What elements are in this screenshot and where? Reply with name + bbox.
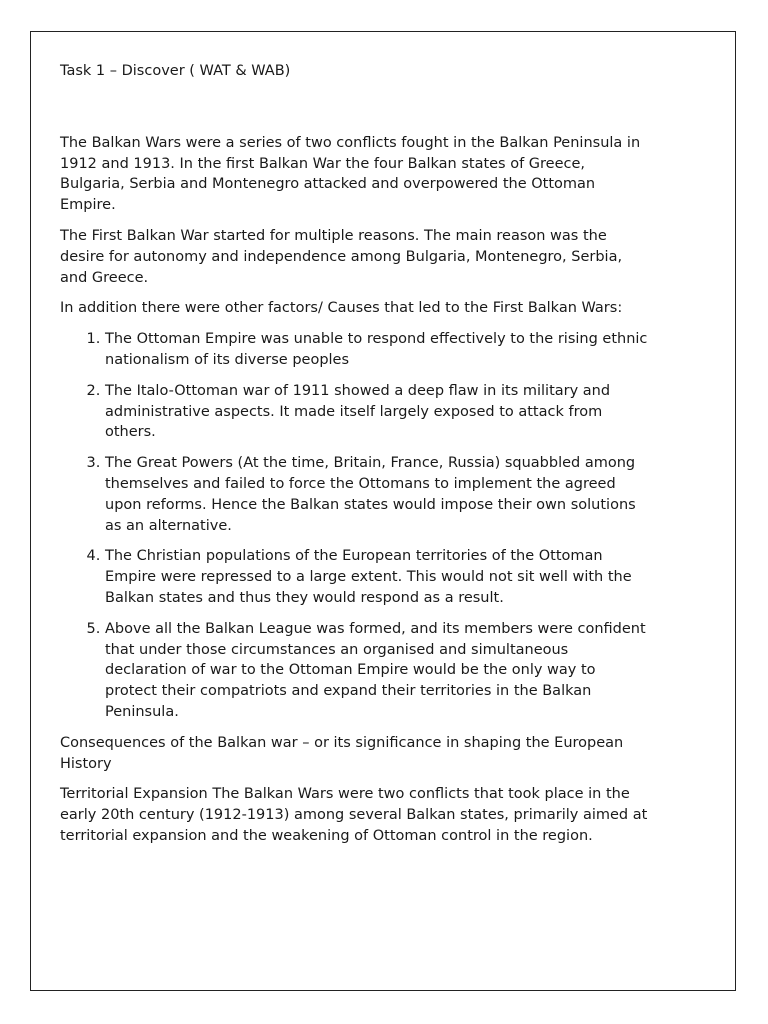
- territorial-expansion-paragraph: Territorial Expansion The Balkan Wars were two conflicts that took place in the early 20th century (1912-1913) among several Balkan states, primarily aimed at territorial expansion and the weakening of Ottoman control in the region.: [60, 786, 648, 844]
- consequences-heading: Consequences of the Balkan war – or its significance in shaping the European History: [60, 734, 624, 772]
- list-item: 4. The Christian populations of the European territories of the Ottoman Empire were repressed to a large extent. This would not sit well with the Balkan states and thus they would respond as a result.: [105, 546, 650, 608]
- document-body: [60, 61, 650, 857]
- task-title: Task 1 – Discover ( WAT & WAB): [60, 63, 291, 79]
- list-item: 3. The Great Powers (At the time, Britain, France, Russia) squabbled among themselves and failed to force the Ottomans to implement the agreed upon reforms. Hence the Balkan states would impose their own solutions as an alternative.: [105, 453, 650, 536]
- list-item: 1. The Ottoman Empire was unable to respond effectively to the rising ethnic nationalism of its diverse peoples: [105, 329, 650, 371]
- intro-paragraph: The First Balkan War started for multiple reasons. The main reason was the desire for autonomy and independence among Bulgaria, Montenegro, Serbia, and Greece.: [60, 227, 623, 286]
- list-item: 5. Above all the Balkan League was formed, and its members were confident that under those circumstances an organised and simultaneous declaration of war to the Ottoman Empire would be the only way to protect their compatriots and expand their territories in the Balkan Peninsula.: [105, 619, 650, 723]
- intro-paragraph: In addition there were other factors/ Causes that led to the First Balkan Wars:: [60, 300, 623, 317]
- causes-list: [60, 329, 650, 723]
- list-item: 2. The Italo-Ottoman war of 1911 showed a deep flaw in its military and administrative aspects. It made itself largely exposed to attack from others.: [105, 381, 650, 443]
- intro-paragraph: The Balkan Wars were a series of two conflicts fought in the Balkan Peninsula in 1912 and 1913. In the first Balkan War the four Balkan states of Greece, Bulgaria, Serbia and Montenegro attacked and overpowered the Ottoman Empire.: [60, 134, 641, 214]
